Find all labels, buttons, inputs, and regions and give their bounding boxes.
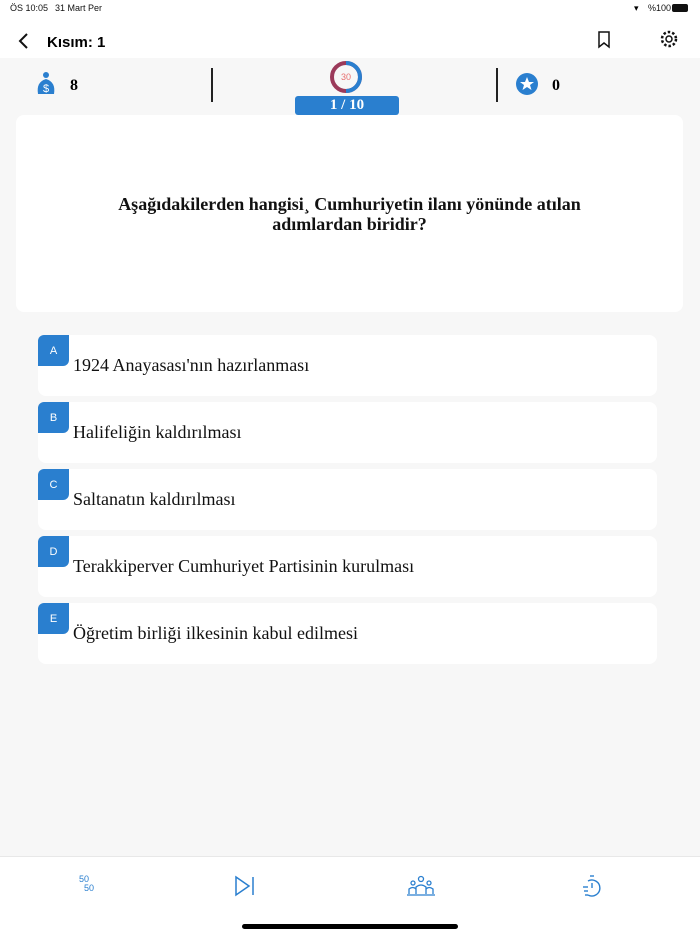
audience-icon[interactable]	[406, 874, 436, 898]
timer-value: 30	[340, 72, 351, 82]
option-letter: D	[38, 536, 69, 567]
fifty-fifty-icon[interactable]	[79, 875, 101, 897]
stars-count: 0	[552, 77, 560, 94]
battery-percent: %100	[648, 3, 672, 13]
svg-text:$: $	[42, 83, 50, 95]
option-text: Öğretim birliği ilkesinin kabul edilmesi	[73, 623, 358, 643]
fifty-top: 50	[79, 874, 90, 884]
option-b[interactable]	[38, 402, 657, 463]
status-time: ÖS 10:05	[10, 3, 49, 13]
gear-icon[interactable]	[659, 29, 679, 49]
star-icon	[516, 73, 538, 95]
question-card	[16, 115, 683, 312]
wifi-icon: ▾	[634, 3, 639, 13]
option-a[interactable]	[38, 335, 657, 396]
back-icon[interactable]	[16, 32, 30, 50]
option-c[interactable]	[38, 469, 657, 530]
option-text: 1924 Anayasası'nın hazırlanması	[73, 355, 310, 375]
top-bar	[0, 0, 700, 58]
option-letter: E	[38, 603, 69, 634]
home-indicator	[242, 924, 458, 929]
bookmark-icon[interactable]	[597, 31, 611, 49]
option-letter: C	[38, 469, 69, 500]
coins-count: 8	[70, 77, 78, 94]
fifty-bottom: 50	[84, 883, 95, 893]
battery-icon	[672, 4, 688, 12]
option-e[interactable]	[38, 603, 657, 664]
divider	[496, 68, 498, 102]
stopwatch-icon[interactable]	[580, 874, 604, 898]
option-d[interactable]	[38, 536, 657, 597]
progress-badge: 1 / 10	[295, 96, 399, 115]
option-text: Halifeliğin kaldırılması	[73, 422, 242, 442]
page-title: Kısım: 1	[47, 34, 106, 51]
money-bag-icon	[34, 70, 58, 98]
divider	[211, 68, 213, 102]
status-date: 31 Mart Per	[55, 3, 103, 13]
option-text: Terakkiperver Cumhuriyet Partisinin kurulması	[73, 556, 415, 576]
question-text: Aşağıdakilerden hangisi¸ Cumhuriyetin ilanı yönünde atılan adımlardan biridir?	[118, 193, 581, 234]
option-letter: A	[38, 335, 69, 366]
option-letter: B	[38, 402, 69, 433]
skip-icon[interactable]	[233, 874, 257, 898]
option-text: Saltanatın kaldırılması	[73, 489, 236, 509]
